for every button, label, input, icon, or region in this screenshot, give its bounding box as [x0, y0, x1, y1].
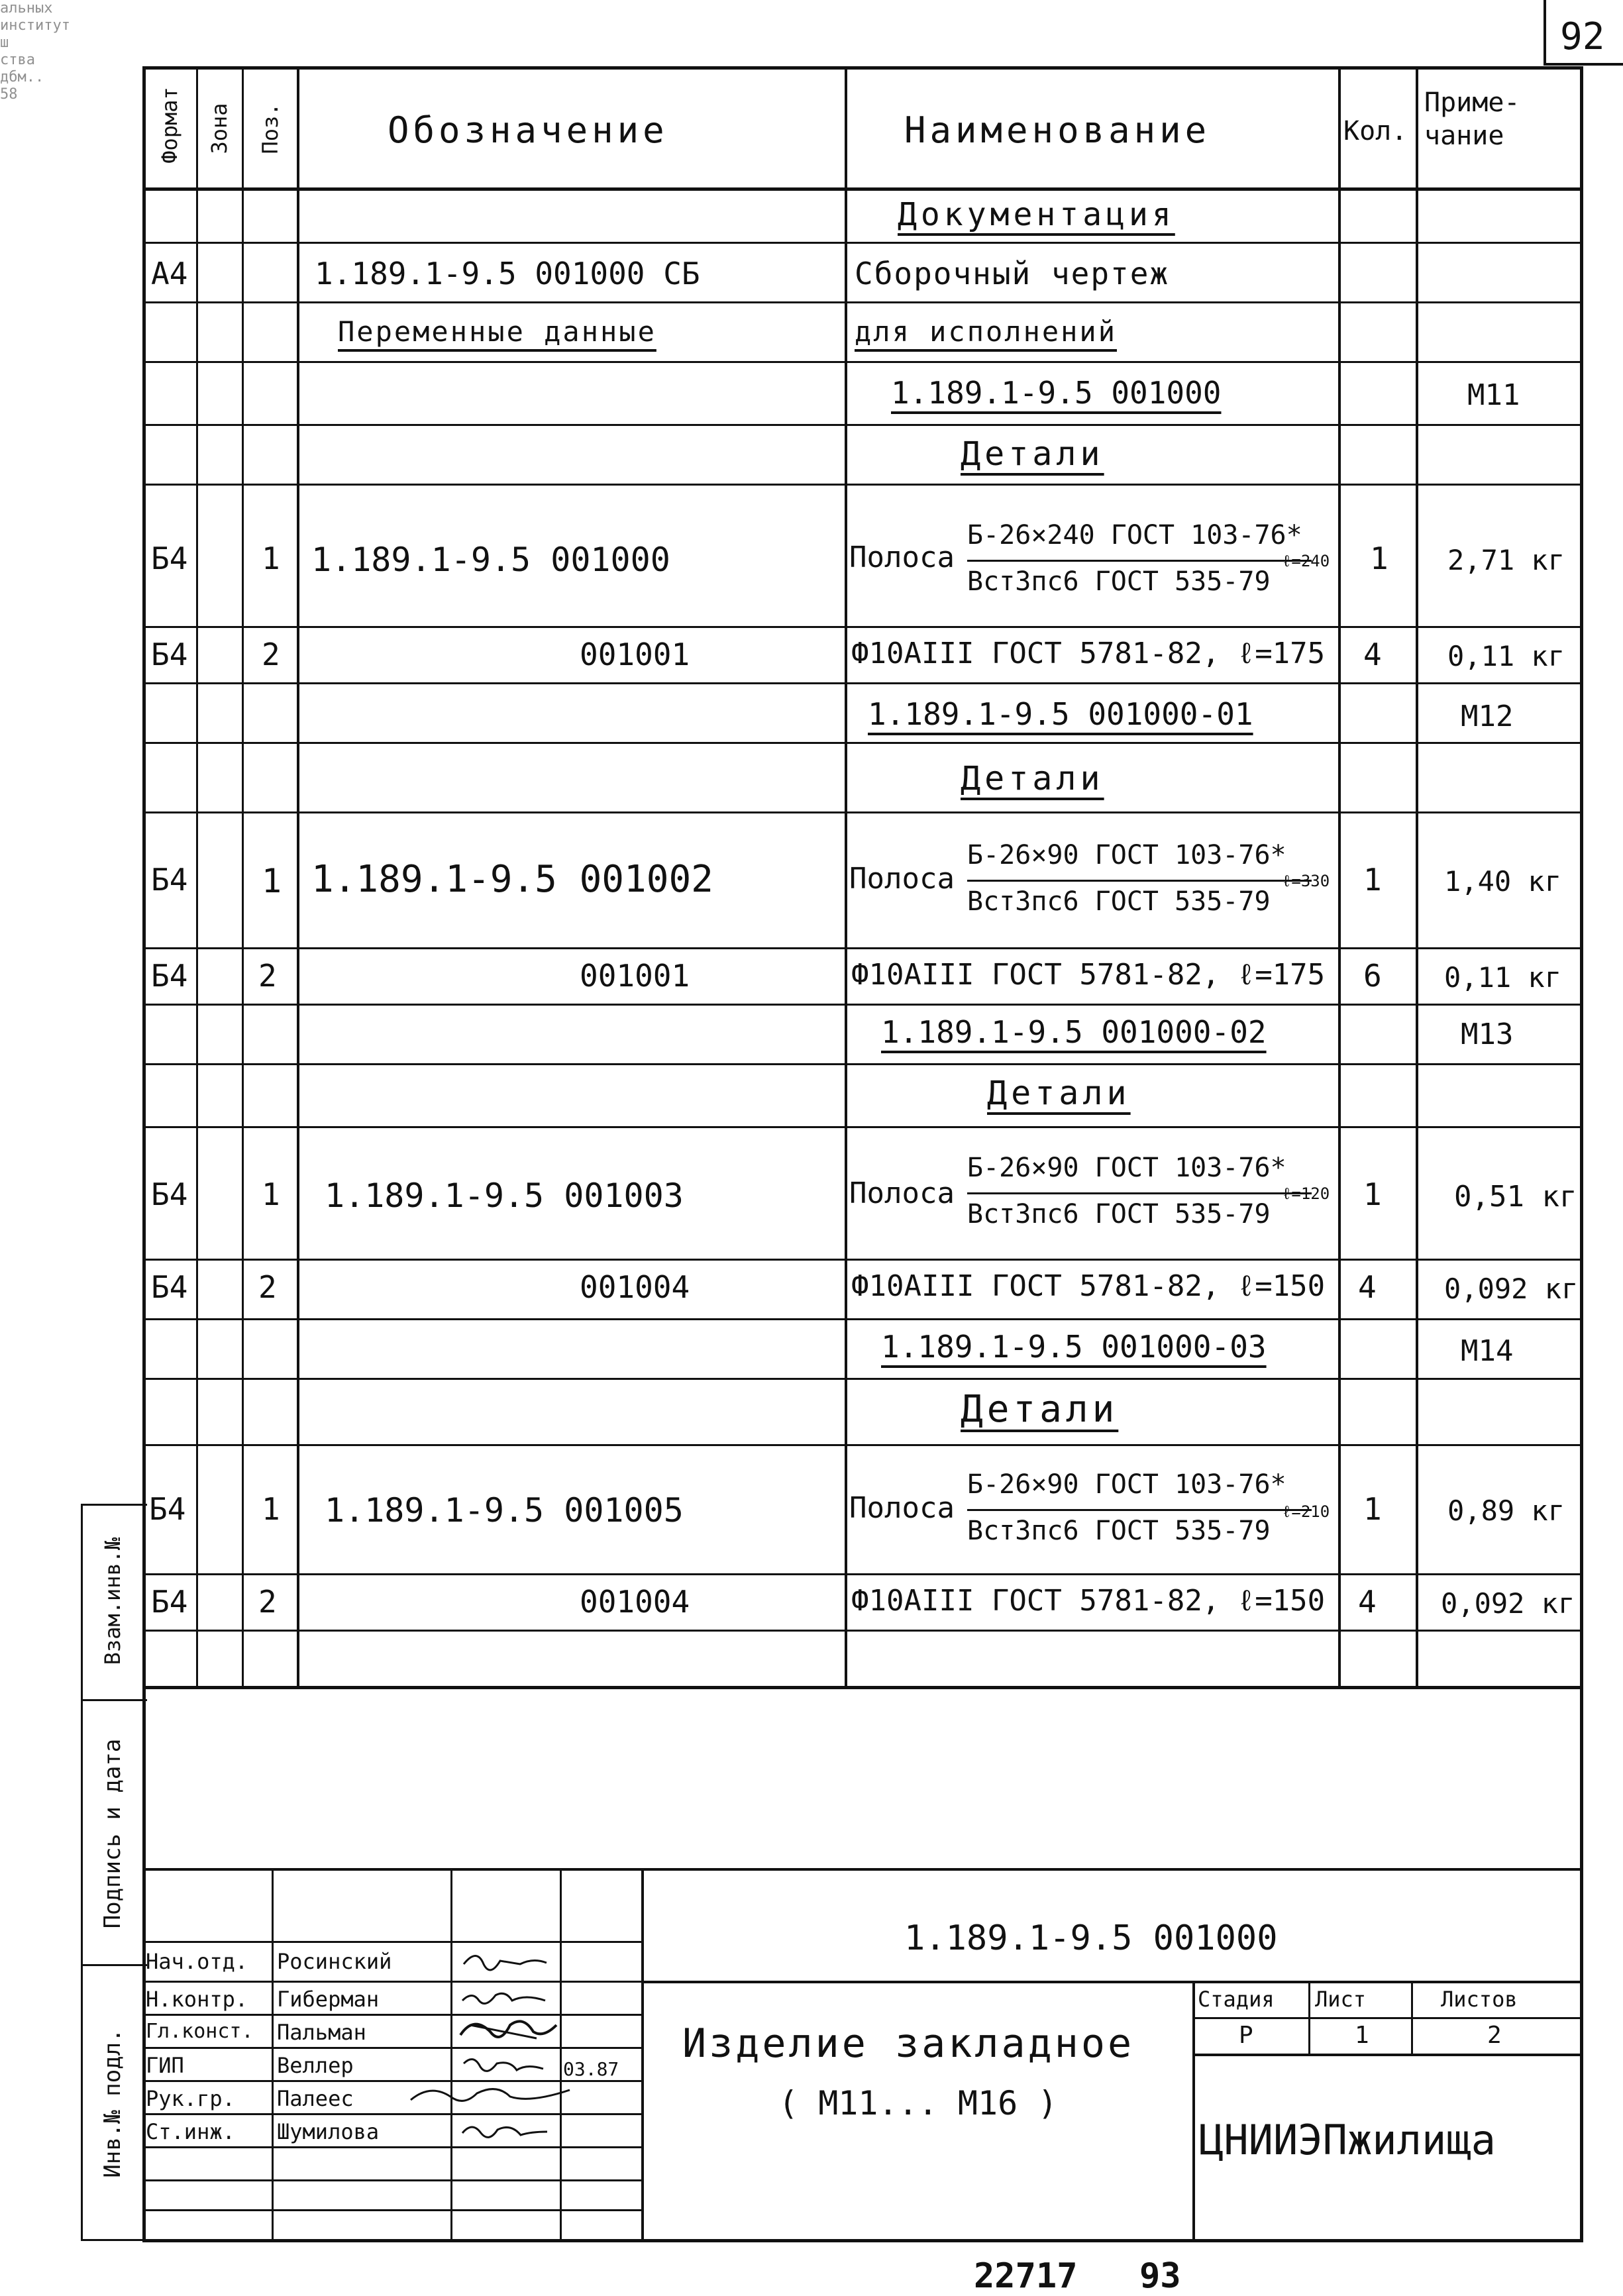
row17-designation: 1.189.1-9.5 001005: [325, 1491, 684, 1530]
row13-name-top: Б-26×90 ГОСТ 103-76*: [967, 1153, 1286, 1183]
row1-format: А4: [151, 256, 188, 291]
header-note: Приме- чание: [1424, 87, 1520, 151]
side-label-inv: Инв.№ подл.: [99, 2028, 126, 2178]
stage-label: Стадия: [1198, 1987, 1275, 2012]
variant-header-m12: 1.189.1-9.5 001000-01: [868, 696, 1253, 732]
row18-designation: 001004: [580, 1584, 690, 1620]
variant-header-m14: 1.189.1-9.5 001000-03: [881, 1329, 1267, 1365]
row9-pos: 1: [262, 862, 282, 900]
document-number: 1.189.1-9.5 001000: [904, 1918, 1278, 1958]
row5-name-suffix: ℓ=240: [1282, 552, 1330, 570]
header-designation: Обозначение: [388, 109, 668, 151]
staff-role: Нач.отд.: [146, 1949, 248, 1974]
row13-name-bottom: Вст3пс6 ГОСТ 535-79: [967, 1199, 1271, 1229]
stamp-line: альных: [0, 0, 53, 17]
row14-note: 0,092 кг: [1444, 1273, 1579, 1305]
row2-designation: Переменные данные: [338, 315, 656, 348]
row6-designation: 001001: [580, 637, 690, 672]
section-details: Детали: [961, 435, 1104, 473]
row18-name: Ф10АIII ГОСТ 5781-82, ℓ=150: [851, 1584, 1326, 1618]
row5-format: Б4: [151, 541, 188, 576]
document-title: Изделие закладное: [682, 2020, 1135, 2067]
signature-shumilova: [457, 2116, 556, 2146]
sheets-value: 2: [1487, 2022, 1502, 2049]
row17-qty: 1: [1363, 1491, 1382, 1527]
row18-note: 0,092 кг: [1441, 1587, 1575, 1620]
row13-name-suffix: ℓ=120: [1282, 1184, 1330, 1203]
row9-name-top: Б-26×90 ГОСТ 103-76*: [967, 840, 1286, 870]
section-details: Детали: [961, 759, 1104, 798]
fraction-bar: [967, 1192, 1312, 1194]
row17-name-top: Б-26×90 ГОСТ 103-76*: [967, 1469, 1286, 1500]
row17-name-suffix: ℓ=210: [1282, 1502, 1330, 1521]
row15-note: М14: [1461, 1334, 1514, 1368]
stamp-line: дбм..: [0, 69, 44, 85]
bottom-number-left: 22717: [974, 2256, 1078, 2296]
row5-name-top: Б-26×240 ГОСТ 103-76*: [967, 520, 1302, 550]
header-pos: Поз.: [258, 103, 283, 154]
row9-name-suffix: ℓ=330: [1282, 872, 1330, 890]
row13-name-prefix: Полоса: [849, 1176, 955, 1210]
row17-name-bottom: Вст3пс6 ГОСТ 535-79: [967, 1516, 1271, 1546]
row6-pos: 2: [262, 637, 280, 672]
section-details: Детали: [987, 1074, 1131, 1112]
row18-format: Б4: [151, 1584, 188, 1620]
staff-name: Гиберман: [277, 1987, 380, 2012]
row10-designation: 001001: [580, 958, 690, 994]
stamp-line: ства: [0, 52, 35, 68]
header-format: Формат: [157, 87, 182, 164]
row6-format: Б4: [151, 637, 188, 672]
row9-name-prefix: Полоса: [849, 862, 955, 896]
sheet-number: 92: [1560, 15, 1605, 58]
staff-name: Веллер: [277, 2053, 354, 2078]
staff-role: Ст.инж.: [146, 2119, 235, 2144]
staff-name: Шумилова: [277, 2119, 380, 2144]
row13-pos: 1: [262, 1176, 280, 1212]
row17-pos: 1: [262, 1491, 280, 1527]
header-name: Наименование: [904, 109, 1211, 151]
bottom-number-right: 93: [1139, 2256, 1181, 2296]
row9-format: Б4: [151, 862, 188, 898]
fraction-bar: [967, 560, 1312, 562]
fraction-bar: [967, 880, 1312, 882]
staff-role: Н.контр.: [146, 1987, 248, 2012]
row6-name: Ф10АIII ГОСТ 5781-82, ℓ=175: [851, 637, 1326, 670]
staff-name: Росинский: [277, 1949, 392, 1974]
row13-qty: 1: [1363, 1176, 1382, 1212]
row1-designation: 1.189.1-9.5 001000 СБ: [315, 256, 700, 291]
approval-date: 03.87: [563, 2058, 619, 2080]
row3-note: М11: [1467, 378, 1520, 412]
row18-pos: 2: [258, 1584, 277, 1620]
signature-rosinsky: [457, 1944, 556, 1981]
archive-stamp: [0, 0, 126, 179]
row10-qty: 6: [1363, 958, 1382, 994]
row9-designation: 1.189.1-9.5 001002: [311, 858, 713, 901]
row10-name: Ф10АIII ГОСТ 5781-82, ℓ=175: [851, 958, 1326, 992]
row17-format: Б4: [149, 1491, 186, 1527]
row5-note: 2,71 кг: [1447, 544, 1565, 576]
row6-qty: 4: [1363, 637, 1382, 672]
row17-note: 0,89 кг: [1447, 1494, 1565, 1527]
row5-pos: 1: [262, 541, 280, 576]
row9-note: 1,40 кг: [1444, 865, 1562, 898]
row2-name: для исполнений: [855, 315, 1118, 348]
stamp-line: ш: [0, 34, 9, 51]
sheets-label: Листов: [1441, 1987, 1518, 2012]
row14-pos: 2: [258, 1269, 277, 1305]
staff-role: ГИП: [146, 2053, 184, 2078]
row5-designation: 1.189.1-9.5 001000: [311, 541, 670, 579]
row1-name: Сборочный чертеж: [855, 256, 1170, 291]
section-documentation: Документация: [898, 196, 1175, 233]
side-label-vzam: Взам.инв.№: [100, 1537, 125, 1665]
staff-role: Гл.конст.: [146, 2020, 254, 2043]
row7-note: М12: [1461, 700, 1514, 733]
row17-name-prefix: Полоса: [849, 1491, 955, 1525]
row9-qty: 1: [1363, 862, 1382, 898]
section-details: Детали: [961, 1388, 1119, 1431]
variant-header-m11: 1.189.1-9.5 001000: [891, 375, 1222, 411]
organization: ЦНИИЭПжилища: [1199, 2116, 1496, 2164]
row5-name-prefix: Полоса: [849, 541, 955, 574]
fraction-bar: [967, 1509, 1312, 1511]
sheet-value: 1: [1355, 2022, 1369, 2049]
document-subtitle: ( М11... М16 ): [778, 2084, 1058, 2122]
header-zone: Зона: [207, 103, 232, 154]
row14-qty: 4: [1358, 1269, 1377, 1305]
row13-designation: 1.189.1-9.5 001003: [325, 1176, 684, 1215]
staff-role: Рук.гр.: [146, 2086, 235, 2111]
row13-format: Б4: [151, 1176, 188, 1212]
signature-palees: [404, 2080, 576, 2116]
row14-name: Ф10АIII ГОСТ 5781-82, ℓ=150: [851, 1269, 1326, 1303]
signature-veller: [457, 2050, 556, 2080]
row9-name-bottom: Вст3пс6 ГОСТ 535-79: [967, 886, 1271, 917]
variant-header-m13: 1.189.1-9.5 001000-02: [881, 1014, 1267, 1050]
staff-name: Палеес: [277, 2086, 354, 2111]
row5-qty: 1: [1370, 541, 1388, 576]
staff-name: Пальман: [277, 2020, 366, 2045]
row10-note: 0,11 кг: [1444, 961, 1562, 994]
stamp-line: 58: [0, 86, 18, 103]
row13-note: 0,51 кг: [1454, 1180, 1577, 1214]
row6-note: 0,11 кг: [1447, 640, 1565, 672]
row10-format: Б4: [151, 958, 188, 994]
row18-qty: 4: [1358, 1584, 1377, 1620]
row14-format: Б4: [151, 1269, 188, 1305]
sheet-label: Лист: [1315, 1987, 1367, 2012]
signature-giberman: [457, 1984, 556, 2014]
row14-designation: 001004: [580, 1269, 690, 1305]
row10-pos: 2: [258, 958, 277, 994]
stamp-line: институт: [0, 17, 70, 34]
side-label-podpis: Подпись и дата: [99, 1738, 126, 1929]
signature-palman: [457, 2015, 563, 2048]
stage-value: Р: [1239, 2022, 1253, 2049]
header-qty: Кол.: [1343, 116, 1408, 146]
row5-name-bottom: Вст3пс6 ГОСТ 535-79: [967, 566, 1271, 597]
row11-note: М13: [1461, 1018, 1514, 1051]
